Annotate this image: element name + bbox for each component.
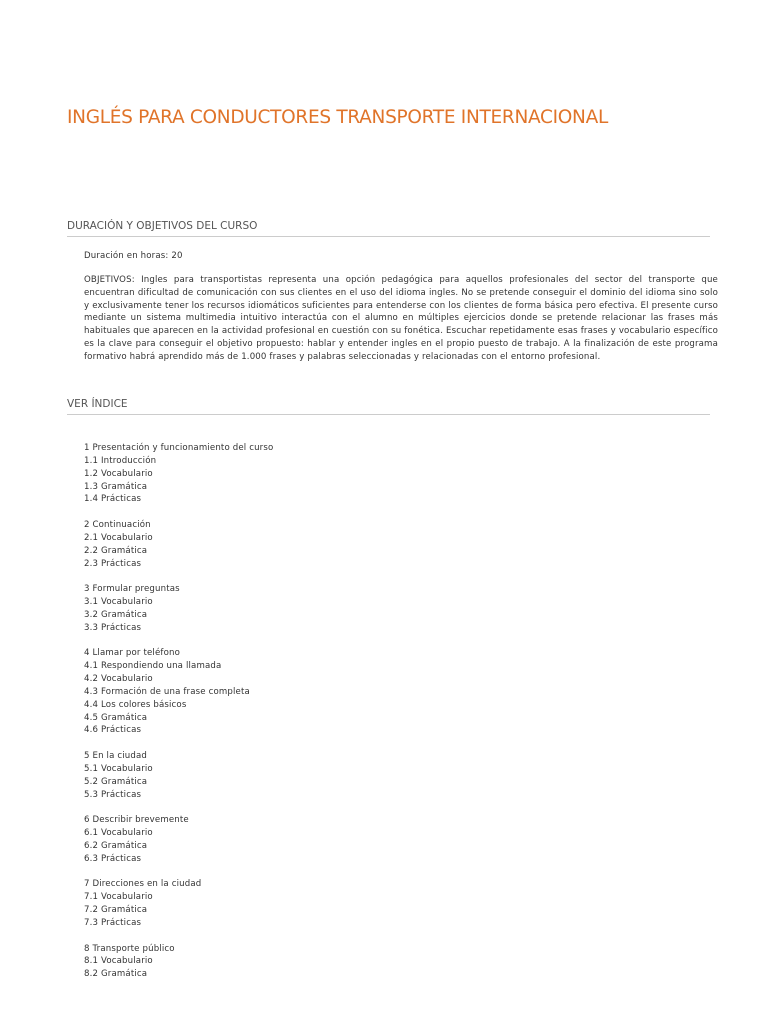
chapter-item: 5.2 Gramática — [84, 776, 148, 787]
chapter-item: 4.4 Los colores básicos — [84, 699, 187, 710]
duration-label: Duración en horas: — [84, 251, 169, 261]
chapter-item: 7.2 Gramática — [84, 905, 148, 916]
chapter-item: 1.3 Gramática — [84, 481, 148, 492]
page-title: INGLÉS PARA CONDUCTORES TRANSPORTE INTERNACIONAL — [67, 107, 608, 128]
index-chapter — [84, 943, 484, 982]
chapter-item: 4.1 Respondiendo una llamada — [84, 661, 222, 672]
chapter-title: 4 Llamar por teléfono — [84, 648, 180, 659]
duration-line — [84, 251, 183, 261]
chapter-item: 4.3 Formación de una frase completa — [84, 686, 250, 697]
chapter-item: 8.2 Gramática — [84, 969, 148, 980]
index-chapter — [84, 519, 484, 570]
chapter-item: 8.1 Vocabulario — [84, 956, 153, 967]
chapter-item: 4.5 Gramática — [84, 712, 148, 723]
chapter-item: 7.3 Prácticas — [84, 917, 142, 928]
chapter-title: 8 Transporte público — [84, 943, 175, 954]
chapter-title: 7 Direcciones en la ciudad — [84, 879, 202, 890]
chapter-title: 3 Formular preguntas — [84, 584, 180, 595]
chapter-item: 7.1 Vocabulario — [84, 892, 153, 903]
chapter-title: 6 Describir brevemente — [84, 815, 189, 826]
chapter-title: 5 En la ciudad — [84, 751, 148, 762]
course-index — [84, 442, 484, 994]
index-chapter — [84, 583, 484, 634]
chapter-item: 3.2 Gramática — [84, 609, 148, 620]
chapter-item: 6.1 Vocabulario — [84, 828, 153, 839]
chapter-item: 2.3 Prácticas — [84, 558, 142, 569]
chapter-item: 6.3 Prácticas — [84, 853, 142, 864]
index-chapter — [84, 647, 484, 737]
section-header-duration-objectives: DURACIÓN Y OBJETIVOS DEL CURSO — [67, 220, 710, 237]
chapter-item: 5.1 Vocabulario — [84, 763, 153, 774]
chapter-title: 2 Continuación — [84, 520, 151, 531]
chapter-item: 4.2 Vocabulario — [84, 674, 153, 685]
chapter-title: 1 Presentación y funcionamiento del curso — [84, 443, 274, 453]
index-chapter — [84, 442, 484, 506]
index-chapter — [84, 750, 484, 801]
section-header-index[interactable]: VER ÍNDICE — [67, 398, 710, 415]
chapter-item: 5.3 Prácticas — [84, 789, 142, 800]
index-chapter — [84, 878, 484, 929]
chapter-item: 1.1 Introducción — [84, 455, 157, 466]
index-chapter — [84, 814, 484, 865]
duration-value: 20 — [171, 251, 183, 261]
chapter-item: 3.1 Vocabulario — [84, 597, 153, 608]
chapter-item: 4.6 Prácticas — [84, 725, 142, 736]
chapter-item: 2.1 Vocabulario — [84, 532, 153, 543]
objectives-paragraph: OBJETIVOS: Ingles para transportistas representa una opción pedagógica para aquellos profesionales del sector del transporte que encuentran dificultad de comunicación con sus clientes en el uso del idioma ingles. No se pretende conseguir el dominio del idioma sino solo y exclusivamente tener los recursos idiomáticos suficientes para entenderse con los clientes de forma básica pero efectiva. El presente curso mediante un sistema multimedia intuitivo interactúa con el alumno en múltiples ejercicios donde se pretende relacionar las frases más habituales que aparecen en la actividad profesional en cuestión con su fonética. Escuchar repetidamente esas frases y vocabulario específico es la clave para conseguir el objetivo propuesto: hablar y entender ingles en el propio puesto de trabajo. A la finalización de este programa formativo habrá aprendido más de 1.000 frases y palabras seleccionadas y relacionadas con el entorno profesional. — [84, 275, 718, 362]
chapter-item: 2.2 Gramática — [84, 545, 148, 556]
chapter-item: 6.2 Gramática — [84, 840, 148, 851]
chapter-item: 1.4 Prácticas — [84, 494, 142, 505]
chapter-item: 3.3 Prácticas — [84, 622, 142, 633]
chapter-item: 1.2 Vocabulario — [84, 468, 153, 479]
